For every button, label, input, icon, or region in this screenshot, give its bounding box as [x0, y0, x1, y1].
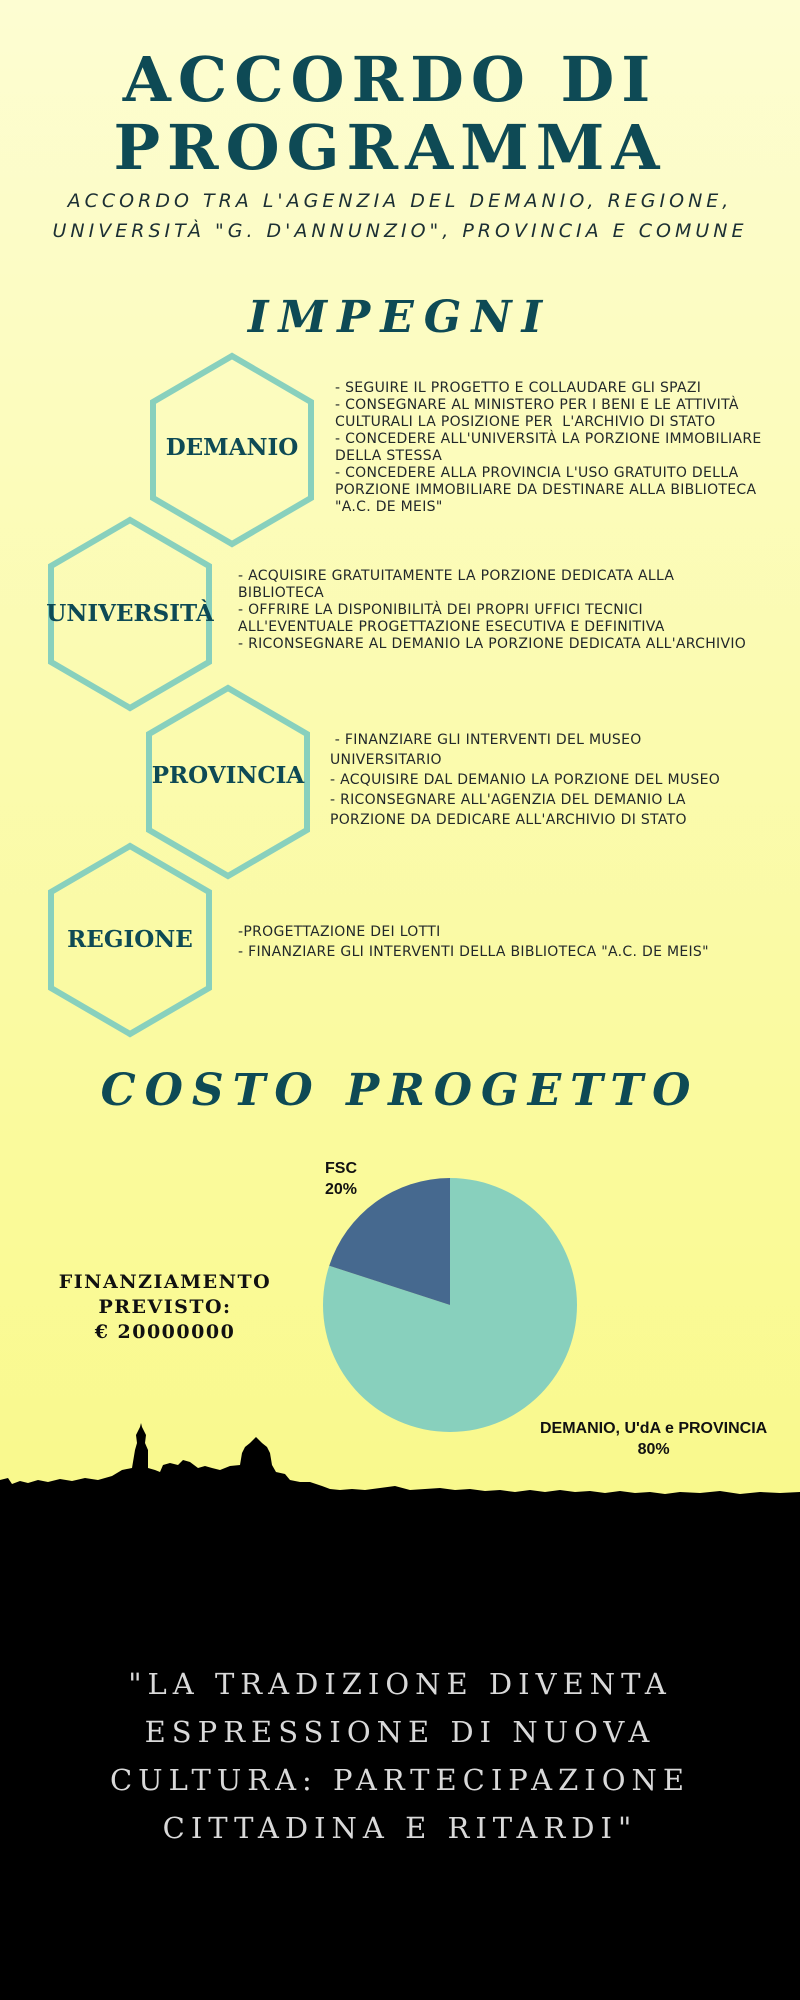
quote-line1: "LA TRADIZIONE DIVENTA	[128, 1667, 672, 1701]
impegni-text-provincia	[330, 730, 720, 830]
impegno-line: - ACQUISIRE GRATUITAMENTE LA PORZIONE DEDICATA ALLA	[238, 568, 675, 584]
impegno-line: - RICONSEGNARE AL DEMANIO LA PORZIONE DEDICATA ALL'ARCHIVIO	[238, 636, 747, 652]
quote-line4: CITTADINA E RITARDI"	[162, 1811, 638, 1845]
impegno-line: - ACQUISIRE DAL DEMANIO LA PORZIONE DEL MUSEO	[330, 772, 721, 788]
impegni-text-universita	[238, 568, 746, 653]
pie-label-fsc-name: FSC	[325, 1160, 358, 1177]
impegno-line: - FINANZIARE GLI INTERVENTI DELLA BIBLIOTECA "A.C. DE MEIS"	[238, 944, 709, 960]
impegno-line: BIBLIOTECA	[238, 585, 325, 601]
impegno-line: PORZIONE DA DEDICARE ALL'ARCHIVIO DI STATO	[330, 812, 687, 828]
costo-heading: COSTO PROGETTO	[100, 1065, 700, 1116]
impegno-line: - CONSEGNARE AL MINISTERO PER I BENI E LE ATTIVITÀ	[335, 397, 739, 413]
impegno-line: ALL'EVENTUALE PROGETTAZIONE ESECUTIVA E DEFINITIVA	[238, 619, 665, 635]
funding-line2: PREVISTO:	[98, 1296, 232, 1318]
pie-label-fsc	[325, 1158, 357, 1200]
hexagon-universita	[45, 516, 215, 712]
main-title-line1: ACCORDO DI	[122, 43, 658, 116]
subtitle-line2: UNIVERSITÀ "G. D'ANNUNZIO", PROVINCIA E COMUNE	[52, 220, 748, 242]
subtitle-line1: ACCORDO TRA L'AGENZIA DEL DEMANIO, REGIONE,	[67, 190, 733, 212]
impegno-line: - OFFRIRE LA DISPONIBILITÀ DEI PROPRI UFFICI TECNICI	[238, 602, 643, 618]
funding-amount: € 20000000	[94, 1321, 236, 1343]
quote-line2: ESPRESSIONE DI NUOVA	[144, 1715, 656, 1749]
quote-line3: CULTURA: PARTECIPAZIONE	[109, 1763, 691, 1797]
hexagon-label-demanio: DEMANIO	[165, 434, 299, 461]
pie-label-fsc-value: 20%	[325, 1181, 358, 1198]
impegno-line: - CONCEDERE ALL'UNIVERSITÀ LA PORZIONE IMMOBILIARE	[335, 431, 762, 447]
funding-line1: FINANZIAMENTO	[58, 1271, 272, 1293]
pie-label-demanio-name: DEMANIO, U'dA e PROVINCIA	[540, 1420, 768, 1437]
impegno-line: - FINANZIARE GLI INTERVENTI DEL MUSEO	[330, 732, 642, 748]
funding-label	[50, 1270, 280, 1345]
cost-pie-chart	[320, 1175, 580, 1435]
impegno-line: - RICONSEGNARE ALL'AGENZIA DEL DEMANIO LA	[330, 792, 686, 808]
impegno-line: - SEGUIRE IL PROGETTO E COLLAUDARE GLI SPAZI	[335, 380, 702, 396]
impegno-line: - CONCEDERE ALLA PROVINCIA L'USO GRATUITO DELLA	[335, 465, 739, 481]
impegno-line: DELLA STESSA	[335, 448, 443, 464]
impegni-text-demanio	[335, 380, 762, 516]
impegno-line: UNIVERSITARIO	[330, 752, 442, 768]
impegno-line: "A.C. DE MEIS"	[335, 499, 443, 515]
hexagon-label-regione: REGIONE	[67, 926, 193, 953]
hexagon-regione	[45, 842, 215, 1038]
impegni-text-regione	[238, 922, 709, 962]
impegno-line: PORZIONE IMMOBILIARE DA DESTINARE ALLA BIBLIOTECA	[335, 482, 757, 498]
hexagon-label-provincia: PROVINCIA	[151, 762, 305, 789]
impegni-heading: IMPEGNI	[247, 292, 553, 343]
pie-label-demanio-value: 80%	[637, 1441, 670, 1458]
impegno-line: CULTURALI LA POSIZIONE PER L'ARCHIVIO DI STATO	[335, 414, 716, 430]
quote	[0, 1660, 800, 1852]
impegno-line: -PROGETTAZIONE DEI LOTTI	[238, 924, 441, 940]
subtitle	[0, 186, 800, 246]
hexagon-label-universita: UNIVERSITÀ	[46, 600, 214, 627]
main-title-line2: PROGRAMMA	[113, 111, 667, 184]
